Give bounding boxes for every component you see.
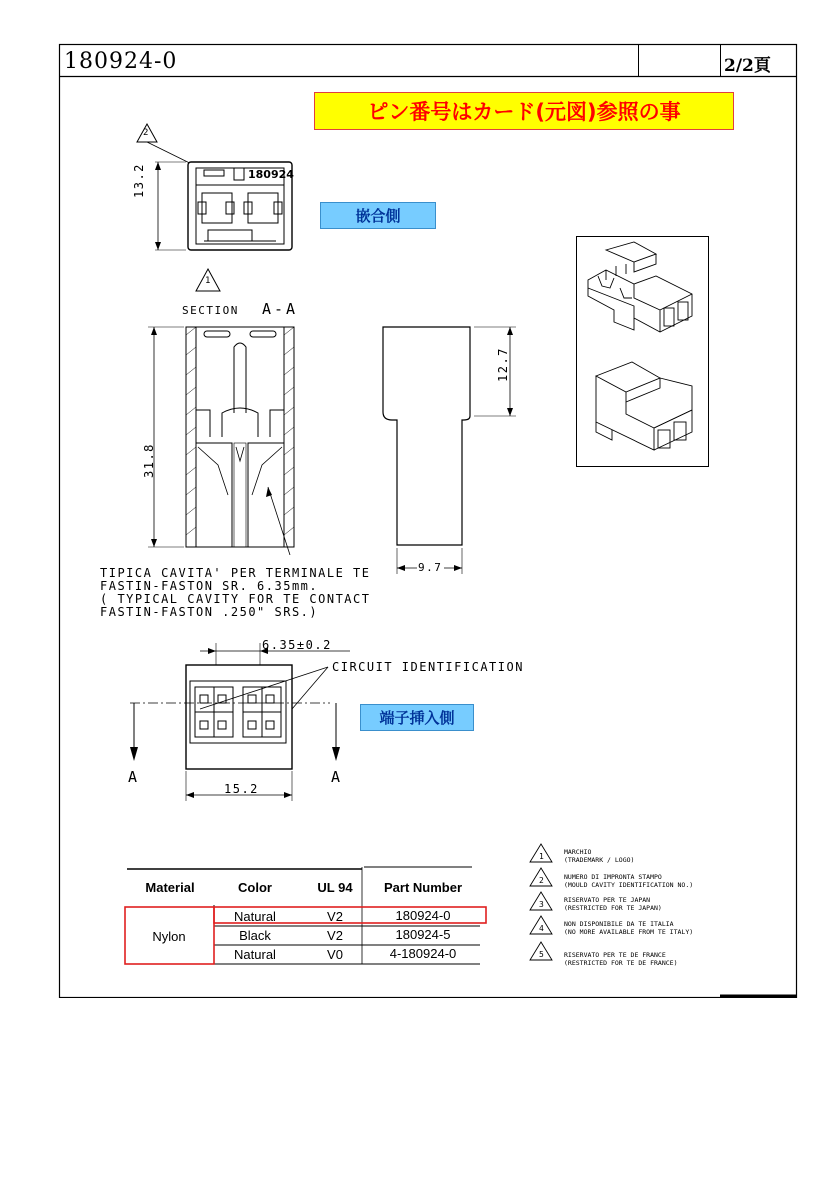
- legend-4-line2: (NO MORE AVAILABLE FROM TE ITALY): [564, 928, 694, 936]
- section-arrow-left-label: A: [128, 768, 139, 786]
- legend-5-line2: (RESTRICTED FOR TE DE FRANCE): [564, 959, 678, 967]
- legend-mark-2: 2: [539, 876, 544, 885]
- circuit-identification-label: CIRCUIT IDENTIFICATION: [332, 660, 524, 674]
- row-1-part-number: 180924-0: [395, 908, 451, 923]
- section-id: A-A: [262, 300, 299, 318]
- legend-5-line1: RISERVATO PER TE DE FRANCE: [564, 951, 666, 959]
- legend-1-line2: (TRADEMARK / LOGO): [564, 856, 635, 864]
- header-part-number: Part Number: [383, 880, 463, 895]
- terminal-insertion-view: [120, 635, 350, 805]
- terminal-insertion-side-label: 端子挿入側: [360, 704, 474, 731]
- dim-length: 31.8: [142, 443, 156, 478]
- row-3-color: Natural: [234, 947, 276, 962]
- cavity-note-line1: TIPICA CAVITA' PER TERMINALE TE: [100, 566, 371, 580]
- section-label: SECTION: [182, 304, 239, 317]
- legend-2-line2: (MOULD CAVITY IDENTIFICATION NO.): [564, 881, 694, 889]
- mating-side-label: 嵌合側: [320, 202, 436, 229]
- header-material: Material: [145, 880, 195, 895]
- legend-marks: [528, 842, 562, 972]
- legend-mark-3: 3: [539, 900, 544, 909]
- header-color: Color: [238, 880, 272, 895]
- pin-number-note: ピン番号はカード(元図)参照の事: [314, 92, 734, 130]
- row-3-part-number: 4-180924-0: [389, 946, 457, 961]
- dim-pitch: 6.35±0.2: [262, 638, 332, 652]
- legend-mark-5: 5: [539, 950, 544, 959]
- legend-3-line1: RISERVATO PER TE JAPAN: [564, 896, 651, 904]
- header-ul94: UL 94: [317, 880, 353, 895]
- document-number: 180924-0: [64, 49, 178, 74]
- legend-2-line1: NUMERO DI IMPRONTA STAMPO: [564, 873, 662, 881]
- row-3-ul94: V0: [327, 947, 343, 962]
- row-2-part-number: 180924-5: [395, 927, 451, 942]
- dim-side-width: 9.7: [418, 561, 443, 574]
- mould-cavity-marking: 180924: [248, 168, 294, 181]
- row-2-color: Black: [239, 928, 271, 943]
- dim-height-top: 13.2: [132, 163, 146, 198]
- cavity-note-line3: ( TYPICAL CAVITY FOR TE CONTACT: [100, 592, 371, 606]
- material-cell: Nylon: [152, 929, 186, 944]
- row-1-color: Natural: [234, 909, 276, 924]
- dim-width: 15.2: [224, 782, 259, 796]
- legend-4-line1: NON DISPONIBILE DA TE ITALIA: [564, 920, 674, 928]
- mating-face-view: [120, 110, 320, 260]
- row-1-ul94: V2: [327, 909, 343, 924]
- legend-3-line2: (RESTRICTED FOR TE JAPAN): [564, 904, 662, 912]
- cavity-note-line2: FASTIN-FASTON SR. 6.35mm.: [100, 579, 319, 593]
- legend-mark-1: 1: [539, 852, 544, 861]
- revision-mark-2: 2: [143, 128, 150, 138]
- cavity-note-line4: FASTIN-FASTON .250" SRS.): [100, 605, 319, 619]
- page-number: 2/2頁: [724, 56, 771, 76]
- row-2-ul94: V2: [327, 928, 343, 943]
- revision-mark-1: 1: [205, 276, 212, 286]
- dim-side-height: 12.7: [496, 347, 510, 382]
- isometric-view: [576, 236, 710, 468]
- section-arrow-right-label: A: [331, 768, 342, 786]
- legend-mark-4: 4: [539, 924, 544, 933]
- legend-1-line1: MARCHIO: [564, 848, 592, 856]
